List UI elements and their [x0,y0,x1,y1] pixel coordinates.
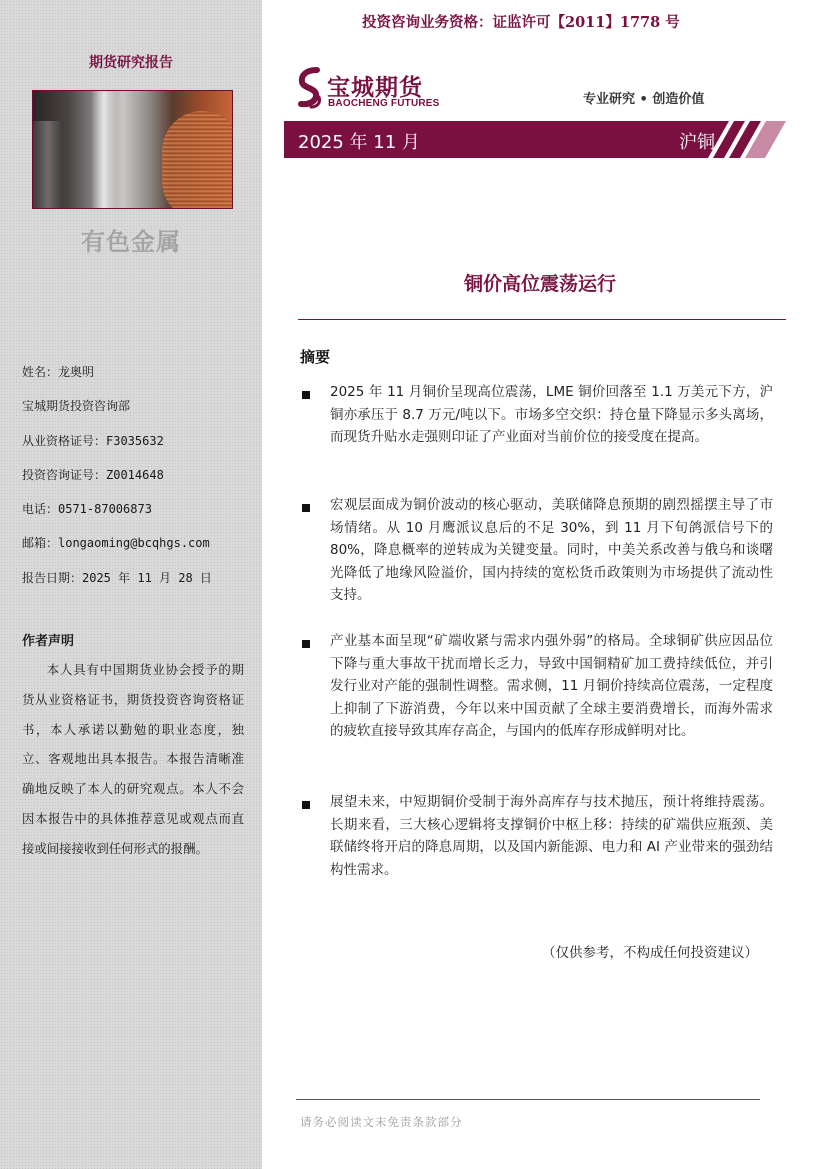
author-consult-license: 投资咨询证号：Z0014648 [22,467,164,482]
footer-text: 请务必阅读文末免责条款部分 [300,1115,463,1129]
author-phone: 电话：0571-87006873 [22,502,152,517]
report-title: 铜价高位震荡运行 [463,273,616,295]
abstract-paragraph: 2025 年 11 月铜价呈现高位震荡，LME 铜价回落至 1.1 万美元下方，沪铜亦承压于 8.7 万元/吨以下。市场多空交织：持仓量下降显示多头离场，而现货升贴水走强则印证了产业面对当前价位的接受度在提高。 [330,384,773,445]
bullet-icon [302,504,310,512]
qualification-text: 投资咨询业务资格：证监许可【2011】1778 号 [362,14,680,31]
abstract-heading: 摘要 [300,348,331,366]
company-logo [297,67,447,113]
bullet-icon [302,801,310,809]
declaration-title: 作者声明 [22,634,75,649]
author-department: 宝城期货投资咨询部 [22,399,131,414]
date-product-banner [284,121,786,158]
title-divider [298,319,786,320]
slogan: 专业研究 • 创造价值 [583,92,705,107]
cover-image [32,90,233,209]
abstract-paragraph: 产业基本面呈现“矿端收紧与需求内强外弱”的格局。全球铜矿供应因品位下降与重大事故干扰而增长乏力，导致中国铜精矿加工费持续低位，并引发行业对产能的强制性调整。需求侧，11 月铜价持续高位震荡，一定程度上抑制了下游消费，今年以来中国贡献了全球主要消费增长，而海外需求的疲软直接导致其库存高企，与国内的低库存形成鲜明对比。 [330,633,773,739]
sidebar [0,0,262,1169]
bullet-icon [302,640,310,648]
author-email[interactable]: 邮箱：longaoming@bcqhgs.com [22,536,210,551]
declaration-body: 本人具有中国期货业协会授予的期货从业资格证书，期货投资咨询资格证书，本人承诺以勤勉的职业态度，独立、客观地出具本报告。本报告清晰准确地反映了本人的研究观点。本人不会因本报告中的具体推荐意见或观点而直接或间接接收到任何形式的报酬。 [22,662,244,856]
author-license: 从业资格证号：F3035632 [22,433,164,448]
banner-product: 沪铜 [679,132,715,153]
cover-image-copper-coil [162,111,233,209]
footer-divider [296,1099,760,1100]
logo-english-name: BAOCHENG FUTURES [328,98,440,109]
abstract-paragraph: 宏观层面成为铜价波动的核心驱动，美联储降息预期的剧烈摇摆主导了市场情绪。从 10 月鹰派议息后的不足 30%，到 11 月下旬鸽派信号下的 80%，降息概率的逆转成为关键变量。同时，中美关系改善与俄乌和谈曙光降低了地缘风险溢价，国内持续的宽松货币政策则为市场提供了流动性支持。 [330,497,773,603]
abstract-paragraph: 展望未来，中短期铜价受制于海外高库存与技术抛压，预计将维持震荡。长期来看，三大核心逻辑将支撑铜价中枢上移：持续的矿端供应瓶颈、美联储终将开启的降息周期，以及国内新能源、电力和 AI 产业带来的强劲结构性需求。 [330,794,773,878]
author-name: 姓名：龙奥明 [22,365,95,379]
cover-image-pipe [33,121,63,209]
category-label: 有色金属 [81,229,181,256]
disclaimer-note: （仅供参考，不构成任何投资建议） [542,945,758,961]
report-date: 报告日期：2025 年 11 月 28 日 [22,570,212,585]
logo-mark-icon [297,67,325,109]
report-type-label: 期货研究报告 [89,55,173,71]
bullet-icon [302,391,310,399]
banner-date: 2025 年 11 月 [298,132,420,153]
author-info [22,362,247,602]
logo-name: 宝城期货 [327,74,423,101]
cover-image-highlight [91,91,117,209]
